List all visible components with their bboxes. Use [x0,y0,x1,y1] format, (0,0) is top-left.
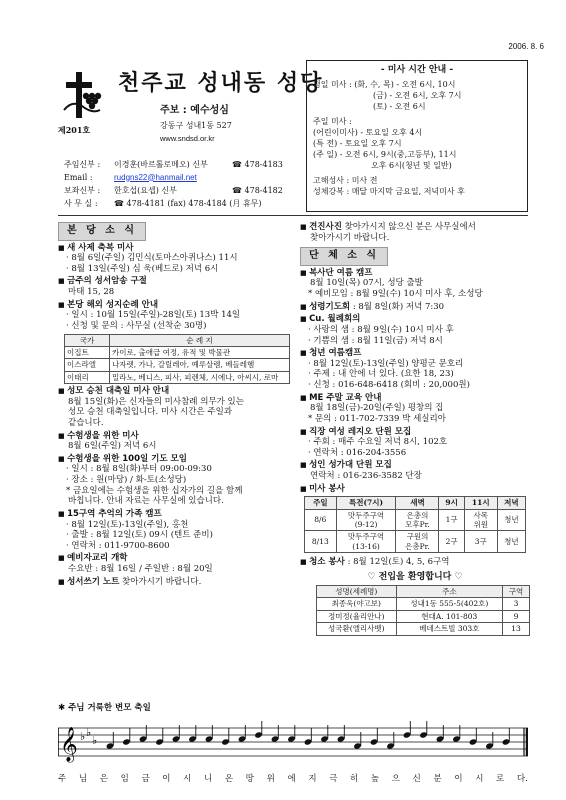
lyric-syllable: 님 [78,774,88,784]
table-cell: 청년 [497,531,525,553]
pilgrimage-table [64,334,290,385]
news-line: : 8월 12일(토) 4, 5, 6구역 [347,557,450,568]
news-title: ■ 복사단 여름 캠프 [300,268,530,279]
contact-label: 보좌신부 : [64,185,101,195]
lyric-syllable: 이 [162,774,171,784]
mass-line: (주 일) - 오전 6시, 9시(중,고등부), 11시 [313,150,457,160]
table-header: 구역 [503,586,530,598]
news-item [58,300,294,332]
news-title: ■ 새 사제 축복 미사 [58,243,294,254]
mass-line: (금) - 오전 6시, 오후 7시 [373,91,462,101]
table-header: 순 례 지 [110,334,290,346]
contact-row [64,197,304,210]
mass-schedule-box [306,60,528,212]
treble-clef-icon: 𝄞 [60,727,78,762]
table-row [65,371,290,383]
table-row [317,610,530,622]
table-cell: 카이로, 출애급 여정, 유적 및 박물관 [110,346,290,358]
news-item [300,302,530,313]
section-heading: 단 체 소 식 [300,247,388,266]
table-cell: 3구 [464,531,497,553]
news-line: 8월 15일(화)은 신자들의 미사참례 의무가 있는 [68,396,244,407]
news-line: : 8월 8일(화) 저녁 7:30 [352,301,445,312]
news-title: ■ 예비자교리 개학 [58,553,294,564]
news-title: ■ 본당 해외 성지순례 안내 [58,300,294,311]
news-title: ■ 성모 승천 대축일 미사 안내 [58,386,294,397]
news-title: ■ 수험생을 위한 미사 [58,431,294,442]
news-item [58,577,294,588]
table-row [317,598,530,610]
lyric-syllable: 높 [370,774,380,784]
news-item [300,557,530,568]
lyric-syllable: 신 [412,774,421,784]
news-line: · 사랑의 샘 : 8월 9일(수) 10시 미사 후 [308,324,454,335]
table-cell: 구원의 은총Pr. [396,531,439,553]
news-line: 8월 18일(금)-20일(주일) 평창의 집 [310,403,444,414]
lyric-syllable: 히 [350,774,359,784]
lyric-syllable: 극 [329,774,338,784]
lyric-syllable: 로 [496,774,505,784]
lyric-syllable: 이 [454,774,463,784]
news-line: · 신청 및 문의 : 사무실 (선착순 30명) [66,320,207,331]
news-line: * 문의 : 011-702-7339 박 세실리아 [308,413,446,424]
table-header: 저녁 [497,497,525,509]
mass-line: (어린이미사) - 토요일 오후 4시 [313,128,423,138]
table-header: 11시 [464,497,497,509]
contact-name: ☎ 478-4181 (fax) 478-4184 (月 휴무) [114,198,262,208]
table-cell: 사목 위원 [464,509,497,531]
news-line: · 8월 12일(토)-13일(주일) 양평군 문호리 [308,358,464,369]
news-line: 성모 승천 대축일입니다. 미사 시간은 주일과 [68,407,233,418]
table-cell: 8/13 [305,531,337,553]
news-line: 바칩니다. 안내 자료는 사무실에 있습니다. [68,496,224,507]
news-line: * 예비모임 : 8월 9일(수) 10시 미사 후, 소성당 [308,289,483,299]
lyric-syllable: 으 [391,774,400,784]
news-line: · 주제 : 내 안에 너 있다. (요한 18, 23) [308,369,454,380]
lyric-syllable: 지 [308,774,317,784]
lyric-syllable: 에 [287,774,296,784]
news-item [58,509,294,552]
contact-row [64,171,304,184]
music-staff [58,718,528,768]
table-header: 새벽 [396,497,439,509]
mass-line: (특 전) - 토요일 오후 7시 [313,139,402,149]
lyric-syllable: 다. [516,774,528,784]
mass-schedule-title: - 미사 시간 안내 - [380,65,454,75]
lyric-syllable: 은 [99,774,108,784]
news-line: 찾아가시지 않으신 분은 사무실에서 [344,222,476,232]
news-line: 같습니다. [68,417,104,428]
lyric-syllable: 임 [120,774,129,784]
news-item [300,222,530,243]
patron: 주보 : 예수성심 [160,105,229,116]
lyric-syllable: 위 [266,774,275,784]
table-cell: 3 [503,598,530,610]
table-row [65,359,290,371]
table-cell: 13 [503,623,530,635]
song-title: ✱ 주님 거룩한 변모 축일 [58,703,151,713]
contact-label: 주임신부 : [64,159,101,169]
contact-phone: 478-4183 [244,159,283,169]
church-title: 천주교 성내동 성당 [118,71,324,96]
table-cell: 정미정(율리안나) [317,610,397,622]
news-line: · 장소 : 원(마당) / 화-토(소성당) [66,475,187,485]
news-title: ■ ME 주말 교육 안내 [300,393,530,404]
news-title: ■ 성령기도회 [300,302,350,312]
news-title: ■ 성서쓰기 노트 [58,577,119,587]
news-line: · 일시 : 8월 8일(화)부터 09:00-09:30 [66,464,212,475]
phone-icon: ☎ [232,159,242,169]
issue-date: 2006. 8. 6 [508,42,544,51]
lyric-syllable: 땅 [245,774,254,784]
mass-line: 성체강복 : 매달 마지막 금요일, 저녁미사 후 [313,187,465,197]
news-line: · 주회 : 매주 수요일 저녁 8시, 102호 [308,437,448,448]
news-item [300,427,530,459]
table-cell: 나자렛, 가나, 갈릴레아, 예루살렘, 베들레헴 [110,359,290,371]
table-row [317,623,530,635]
news-line: 마태 15, 28 [68,287,115,297]
news-title: ■ 수험생을 위한 100일 기도 모임 [58,454,294,465]
table-cell: 8/6 [305,509,337,531]
mass-line: 오후 6시(청년 및 일반) [371,161,452,171]
news-line: * 금요일에는 수험생을 위한 십자가의 길을 함께 [66,485,243,496]
svg-text:♭: ♭ [92,734,98,747]
table-row [305,531,526,553]
table-cell: 맛두주구역 (9-12) [336,509,396,531]
news-line: · 출발 : 8월 12일(토) 09시 (텐트 준비) [66,530,213,541]
table-header: 주소 [396,586,502,598]
contact-phone: 478-4182 [244,185,283,195]
table-cell: 성국환(엘리사벳) [317,623,397,635]
news-line: 찾아가시기 바랍니다. [310,232,390,243]
table-cell: 성내1동 555-5(402호) [396,598,502,610]
news-line: · 기쁨의 샘 : 8월 11일(금) 저녁 8시 [308,335,443,346]
contact-name: 이경훈(바르톨로메오) 신부 [114,159,208,169]
welcome-table [316,585,530,636]
church-logo-icon [62,70,102,120]
lyric-syllable: 니 [204,774,213,784]
table-cell: 맛두주구역 (13-16) [336,531,396,553]
table-header: 주일 [305,497,337,509]
table-cell: 청년 [497,509,525,531]
song-lyrics [58,774,528,785]
news-title: ■ 직장 여성 레지오 단원 모집 [300,427,530,438]
email-link[interactable]: rudgns22@hanmail.net [114,172,197,182]
mass-line: 평일 미사 : (화, 수, 목) - 오전 6시, 10시 [313,80,456,90]
lyric-syllable: 온 [224,774,234,784]
news-line: 8월 6일(주일) 저녁 6시 [68,441,157,452]
mass-line: 고해성사 : 미사 전 [313,176,378,186]
lyric-syllable: 시 [183,774,192,784]
news-item [58,454,294,507]
news-title: ■ 금주의 성서암송 구절 [58,276,294,287]
table-cell: 밀라노, 베니스, 피사, 피렌체, 시에나, 아씨시, 로마 [110,371,290,383]
table-cell: 은총의 모후Pr. [396,509,439,531]
news-title: ■ 청소 봉사 [300,557,345,567]
news-item [300,314,530,346]
contact-label: Email : [64,172,93,182]
table-row [305,509,526,531]
contact-row [64,184,304,197]
welcome-title: ♡ 전입을 환영합니다 ♡ [367,571,463,582]
table-cell: 이집트 [65,346,110,358]
table-header: 성명(세례명) [317,586,397,598]
news-line: · 신청 : 016-648-6418 (회비 : 20,000원) [308,380,470,390]
phone-icon: ☎ [232,185,242,195]
news-title: ■ Cu. 월례회의 [300,314,530,325]
news-line: 수요반 : 8월 16일 / 주일반 : 8월 20일 [68,564,213,574]
svg-text:♭: ♭ [80,730,86,743]
mass-line: (토) - 오전 6시 [373,102,426,112]
table-header: 특전(7시) [336,497,396,509]
news-line: · 8월 12일(토)-13일(주일), 홍천 [66,519,189,530]
news-item [58,243,294,275]
table-cell: 베네스트빌 303호 [396,623,502,635]
table-cell: 2구 [439,531,464,553]
news-line: · 일시 : 10월 15일(주일)-28일(토) 13박 14일 [66,310,241,321]
news-title: ■ 15구역 추억의 가족 캠프 [58,509,294,520]
table-row [65,346,290,358]
news-item [58,276,294,297]
news-item [300,348,530,391]
contact-name: 한호섭(요셉) 신부 [114,185,177,195]
news-line: · 연락처 : 016-204-3556 [308,447,407,458]
lyric-syllable: 분 [433,774,442,784]
svg-text:♭: ♭ [86,726,92,739]
contact-row [64,158,304,171]
lyric-syllable: 금 [141,774,150,784]
lyric-syllable: 시 [475,774,484,784]
news-item [300,393,530,425]
address: 강동구 성내1동 527 [160,121,232,130]
table-header: 국가 [65,334,110,346]
mass-line: 주일 미사 : [313,117,352,127]
table-cell: 9 [503,610,530,622]
news-item [300,484,530,495]
contacts-block [64,158,304,210]
news-title: ■ 성인 성가대 단원 모집 [300,460,530,471]
table-cell: 최종욱(야고보) [317,598,397,610]
news-title: ■ 미사 봉사 [300,484,530,495]
group-news-column [300,222,530,636]
news-item [58,431,294,452]
news-line: 찾아가시기 바랍니다. [122,576,202,587]
table-cell: 이태리 [65,371,110,383]
table-cell: 현대A. 101-803 [396,610,502,622]
news-line: · 8월 13일(주일) 심 욱(베드로) 저녁 6시 [66,263,219,274]
lyric-syllable: 주 [58,774,67,784]
table-cell: 이스라엘 [65,359,110,371]
divider [58,215,528,216]
news-item [58,386,294,429]
table-header: 9시 [439,497,464,509]
parish-news-column [58,222,294,587]
news-line: · 연락처 : 011-9700-8600 [66,540,170,551]
section-heading: 본 당 소 식 [58,222,146,241]
contact-label: 사 무 실 : [64,198,98,208]
website-link[interactable]: www.sndsd.or.kr [160,134,215,143]
news-item [300,460,530,481]
mass-service-table [304,496,526,553]
news-line: 연락처 : 016-236-3582 단장 [310,471,422,481]
news-line: 8월 10일(목) 07시, 성당 출발 [310,278,423,289]
news-item [300,268,530,300]
news-item [58,553,294,574]
news-line: · 8월 6일(주일) 김민식(토마스아퀴나스) 11시 [66,253,238,264]
news-title: ■ 청년 여름캠프 [300,348,530,359]
issue-number: 제201호 [58,125,91,135]
table-cell: 1구 [439,509,464,531]
news-title: ■ 견진사진 [300,222,342,232]
